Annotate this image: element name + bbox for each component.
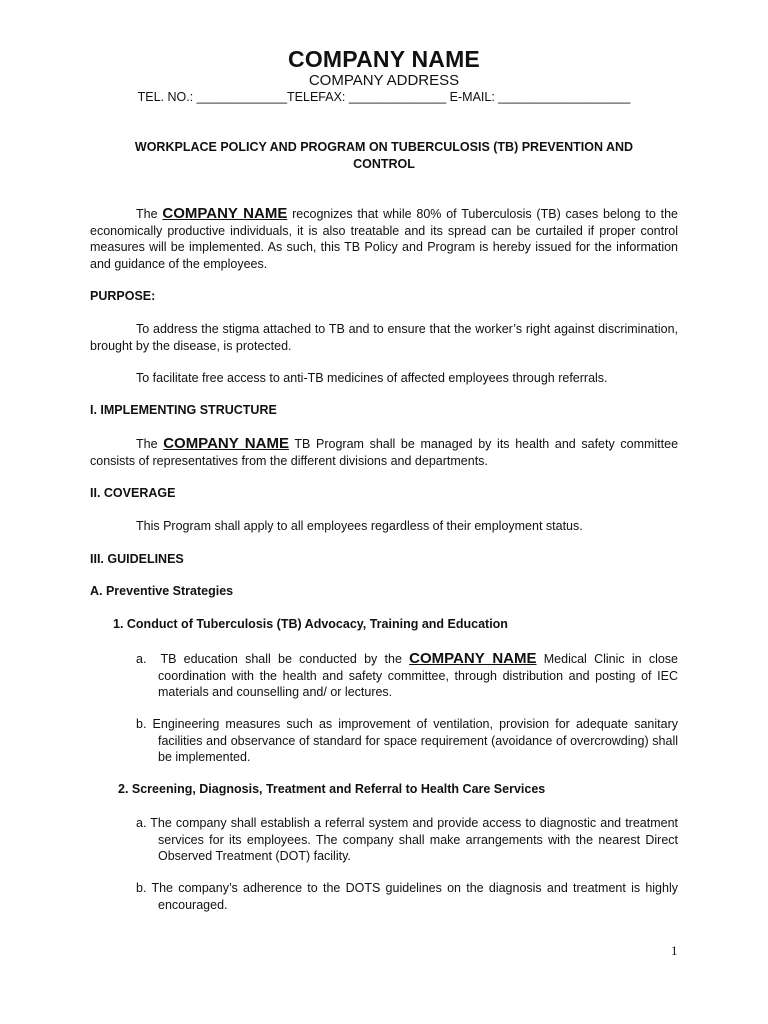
structure-text: TB Program shall be managed by its health and safety committee consists of representatives from the different divisions and departments. [90, 437, 679, 468]
intro-paragraph [90, 206, 678, 272]
item-a-text: Medical Clinic in close coordination with the health and safety committee, through distribution and posting of IEC materials and counselling and/ or lectures. [158, 652, 679, 699]
structure-pre: The [136, 437, 164, 451]
guidelines-heading: III. GUIDELINES [90, 552, 184, 566]
screening-item-b: b. The company’s adherence to the DOTS guidelines on the diagnosis and treatment is highly encouraged. [136, 881, 678, 912]
item-a-company-name: COMPANY NAME [409, 650, 537, 667]
advocacy-item-a [136, 651, 678, 701]
company-name-heading: COMPANY NAME [288, 46, 480, 72]
purpose-p1-text: To address the stigma attached to TB and to ensure that the worker’s right against discrimination, brought by the disease, is protected. [90, 322, 678, 353]
structure-company-name: COMPANY NAME [163, 435, 289, 452]
coverage-heading: II. COVERAGE [90, 486, 176, 500]
coverage-text: This Program shall apply to all employees regardless of their employment status. [136, 519, 583, 533]
item-a-pre: TB education shall be conducted by the [160, 652, 410, 666]
structure-paragraph [90, 436, 678, 469]
screening-item-a: a. The company shall establish a referral system and provide access to diagnostic and treatment services for its employees. The company shall make arrangements with the nearest Direct Observed Treatment (DOT) facility. [136, 816, 678, 863]
purpose-p2-text: To facilitate free access to anti-TB medicines of affected employees through referrals. [136, 371, 608, 385]
purpose-paragraph-1 [90, 321, 678, 354]
page-number: 1 [671, 943, 678, 958]
preventive-strategies-heading: A. Preventive Strategies [90, 584, 234, 598]
purpose-paragraph-2 [90, 370, 678, 387]
advocacy-item-b: b. Engineering measures such as improvement of ventilation, provision for adequate sanitary facilities and observance of standard for space requirement (avoidance of overcrowding) shall be implemented. [136, 717, 678, 764]
intro-text: recognizes that while 80% of Tuberculosis (TB) cases belong to the economically productive individuals, it is also treatable and its spread can be curtailed if proper control measures will be implemented. As such, this TB Policy and Program is hereby issued for the information and guidance of the employees. [90, 207, 678, 271]
item-a-marker: a. [136, 652, 147, 666]
contact-line: TEL. NO.: _____________TELEFAX: ______________ E-MAIL: ___________________ [137, 90, 631, 104]
intro-company-name: COMPANY NAME [162, 205, 288, 222]
purpose-heading: PURPOSE: [90, 289, 156, 303]
advocacy-heading: 1. Conduct of Tuberculosis (TB) Advocacy, Training and Education [113, 617, 508, 631]
coverage-paragraph [90, 518, 678, 535]
company-address: COMPANY ADDRESS [308, 72, 460, 89]
intro-pre: The [136, 207, 163, 221]
structure-heading: I. IMPLEMENTING STRUCTURE [90, 403, 277, 417]
screening-heading: 2. Screening, Diagnosis, Treatment and Referral to Health Care Services [118, 782, 546, 796]
title-line-2: CONTROL [353, 157, 415, 171]
document-title [100, 139, 668, 173]
title-line-1: WORKPLACE POLICY AND PROGRAM ON TUBERCULOSIS (TB) PREVENTION AND [134, 140, 634, 154]
